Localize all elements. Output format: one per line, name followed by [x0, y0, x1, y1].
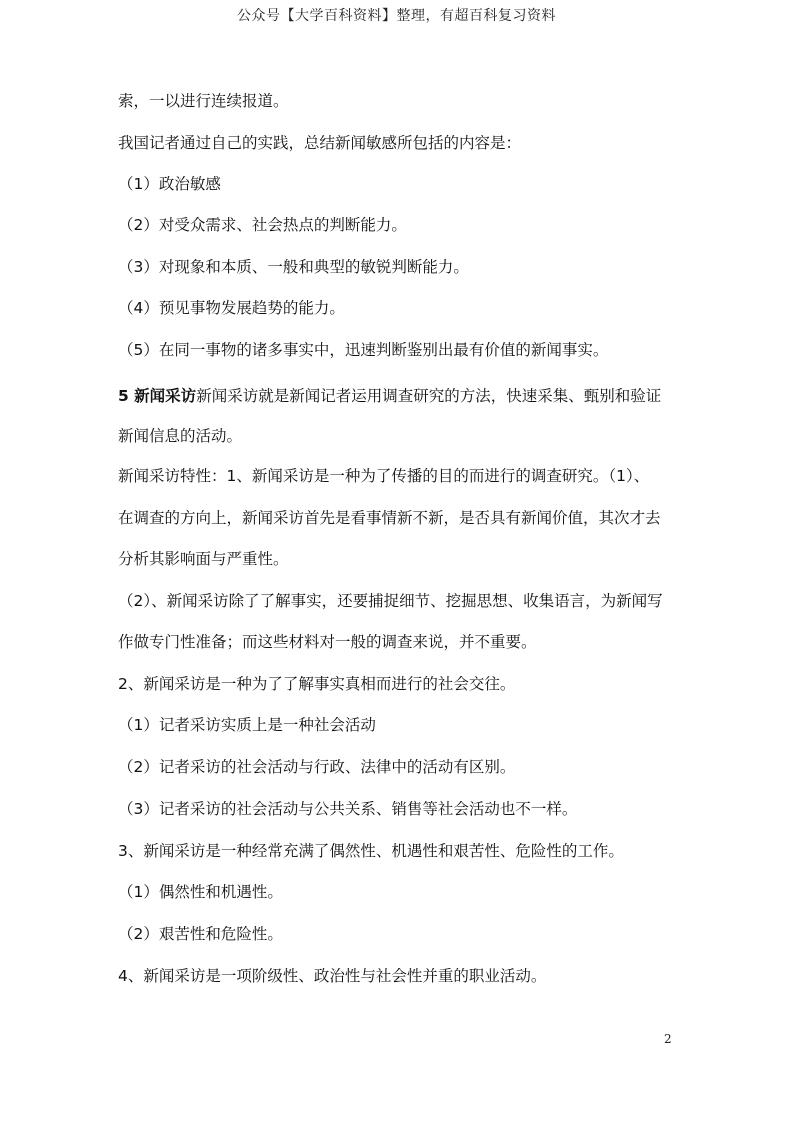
- list-item: （4）预见事物发展趋势的能力。: [118, 299, 345, 317]
- list-item: （3）对现象和本质、一般和典型的敏锐判断能力。: [118, 258, 469, 276]
- paragraph-line: 在调查的方向上，新闻采访首先是看事情新不新，是否具有新闻价值，其次才去: [118, 509, 661, 527]
- paragraph-line: 新闻信息的活动。: [118, 427, 243, 445]
- paragraph-line: 4、新闻采访是一项阶级性、政治性与社会性并重的职业活动。: [118, 967, 547, 985]
- paragraph-line: 分析其影响面与严重性。: [118, 550, 289, 568]
- list-item: （1）记者采访实质上是一种社会活动: [118, 716, 376, 734]
- list-item: （2）艰苦性和危险性。: [118, 925, 283, 943]
- paragraph-line: 我国记者通过自己的实践，总结新闻敏感所包括的内容是：: [118, 134, 522, 152]
- paragraph-line: 3、新闻采访是一种经常充满了偶然性、机遇性和艰苦性、危险性的工作。: [118, 842, 624, 860]
- list-item: （1）政治敏感: [118, 175, 221, 193]
- paragraph-line: 2、新闻采访是一种为了了解事实真相而进行的社会交往。: [118, 675, 516, 693]
- list-item: （3）记者采访的社会活动与公共关系、销售等社会活动也不一样。: [118, 800, 578, 818]
- page-number: 2: [664, 1032, 672, 1046]
- list-item: （1）偶然性和机遇性。: [118, 883, 283, 901]
- section-heading: 5 新闻采访: [118, 387, 197, 405]
- list-item: （2）记者采访的社会活动与行政、法律中的活动有区别。: [118, 758, 516, 776]
- section-5-paragraph: [118, 386, 661, 406]
- section-text: 新闻采访就是新闻记者运用调查研究的方法，快速采集、甄别和验证: [196, 387, 662, 405]
- list-item: （5）在同一事物的诸多事实中，迅速判断鉴别出最有价值的新闻事实。: [118, 341, 609, 359]
- paragraph-line: （2）、新闻采访除了了解事实，还要捕捉细节、挖掘思想、收集语言，为新闻写: [118, 592, 663, 610]
- list-item: （2）对受众需求、社会热点的判断能力。: [118, 216, 407, 234]
- page-header: 公众号【大学百科资料】整理，有超百科复习资料: [237, 8, 556, 24]
- paragraph-line: 新闻采访特性：1、新闻采访是一种为了传播的目的而进行的调查研究。（1）、: [118, 467, 650, 485]
- paragraph-line: 索，一以进行连续报道。: [118, 92, 289, 110]
- paragraph-line: 作做专门性准备；而这些材料对一般的调查来说，并不重要。: [118, 633, 537, 651]
